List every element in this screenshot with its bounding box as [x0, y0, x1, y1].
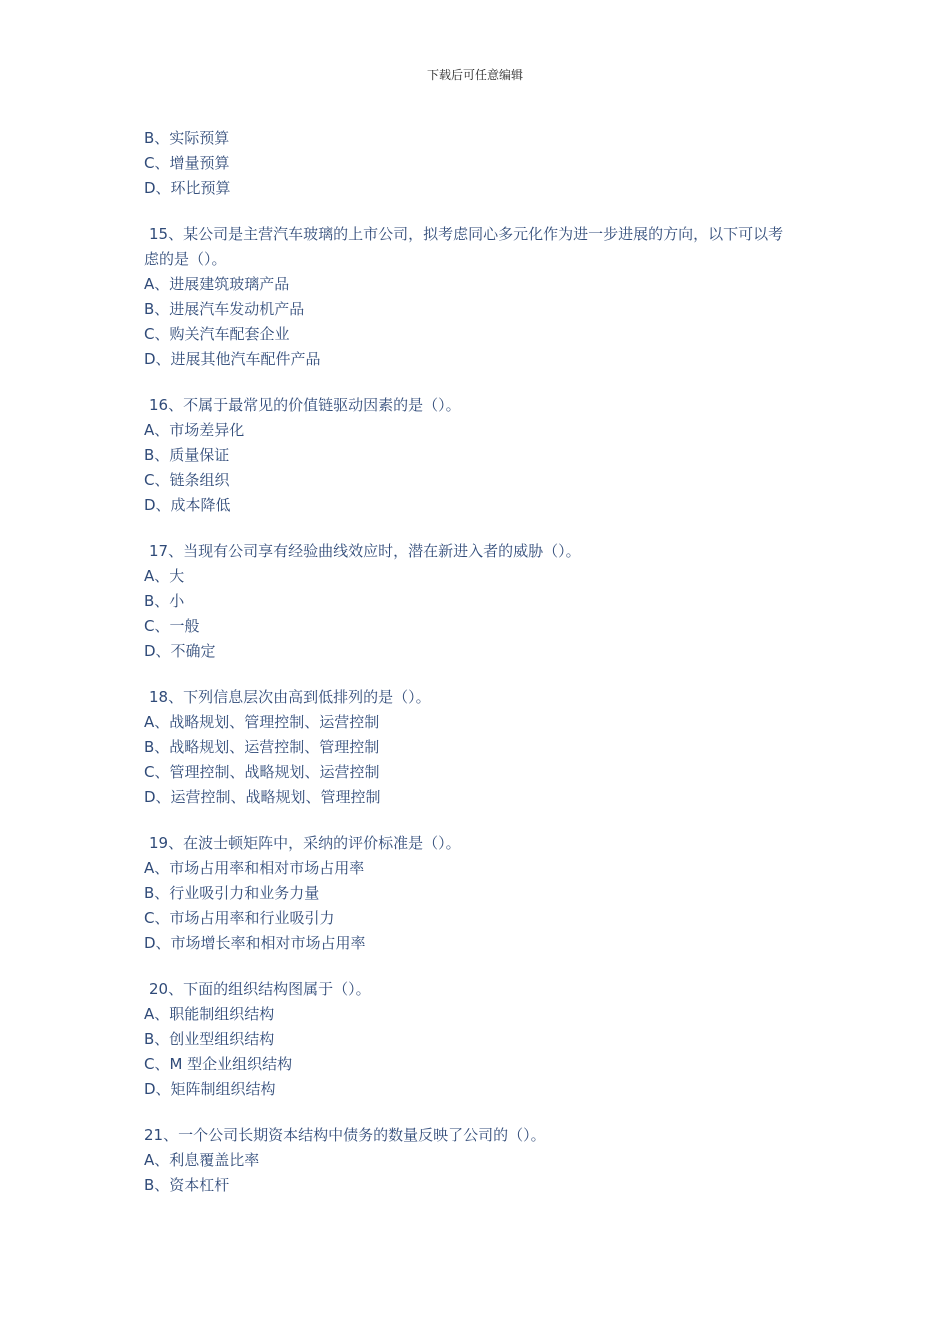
- option-line: D、进展其他汽车配件产品: [144, 350, 321, 368]
- option-line: C、M 型企业组织结构: [144, 1055, 293, 1073]
- option-line: C、链条组织: [144, 471, 230, 489]
- option-line: B、资本杠杆: [144, 1176, 230, 1194]
- option-line: A、职能制组织结构: [144, 1005, 275, 1023]
- option-line: B、进展汽车发动机产品: [144, 300, 305, 318]
- question-21: [144, 1123, 804, 1198]
- option-line: B、创业型组织结构: [144, 1030, 275, 1048]
- option-line: A、进展建筑玻璃产品: [144, 275, 290, 293]
- option-line: A、市场占用率和相对市场占用率: [144, 859, 365, 877]
- option-line: A、战略规划、管理控制、运营控制: [144, 713, 380, 731]
- option-line: B、质量保证: [144, 446, 230, 464]
- option-line: D、环比预算: [144, 179, 231, 197]
- option-line: B、小: [144, 592, 185, 610]
- question-15: [144, 222, 804, 372]
- question-stem: 20、下面的组织结构图属于（）。: [149, 980, 371, 998]
- option-line: C、购关汽车配套企业: [144, 325, 290, 343]
- option-line: A、利息覆盖比率: [144, 1151, 260, 1169]
- option-line: C、市场占用率和行业吸引力: [144, 909, 335, 927]
- question-stem: 16、不属于最常见的价值链驱动因素的是（）。: [149, 396, 461, 414]
- leading-options: [144, 126, 804, 201]
- option-line: D、市场增长率和相对市场占用率: [144, 934, 366, 952]
- question-17: [144, 539, 804, 664]
- option-line: B、行业吸引力和业务力量: [144, 884, 320, 902]
- question-stem: 18、下列信息层次由高到低排列的是（）。: [149, 688, 431, 706]
- option-line: C、一般: [144, 617, 200, 635]
- option-line: D、成本降低: [144, 496, 231, 514]
- question-stem: 17、当现有公司享有经验曲线效应时，潜在新进入者的威胁（）。: [149, 542, 581, 560]
- option-line: C、管理控制、战略规划、运营控制: [144, 763, 380, 781]
- option-line: B、实际预算: [144, 129, 230, 147]
- option-line: B、战略规划、运营控制、管理控制: [144, 738, 380, 756]
- document-body: [144, 126, 804, 1198]
- question-stem: 19、在波士顿矩阵中，采纳的评价标准是（）。: [149, 834, 461, 852]
- question-19: [144, 831, 804, 956]
- option-line: A、大: [144, 567, 185, 585]
- option-line: C、增量预算: [144, 154, 230, 172]
- option-line: D、运营控制、战略规划、管理控制: [144, 788, 381, 806]
- page-header: 下载后可任意编辑: [426, 68, 523, 82]
- question-16: [144, 393, 804, 518]
- question-stem: 15、某公司是主营汽车玻璃的上市公司，拟考虑同心多元化作为进一步进展的方向，以下可以考虑的是（）。: [144, 225, 784, 268]
- option-line: D、不确定: [144, 642, 216, 660]
- question-18: [144, 685, 804, 810]
- question-20: [144, 977, 804, 1102]
- option-line: D、矩阵制组织结构: [144, 1080, 276, 1098]
- question-stem: 21、一个公司长期资本结构中债务的数量反映了公司的（）。: [144, 1126, 546, 1144]
- option-line: A、市场差异化: [144, 421, 245, 439]
